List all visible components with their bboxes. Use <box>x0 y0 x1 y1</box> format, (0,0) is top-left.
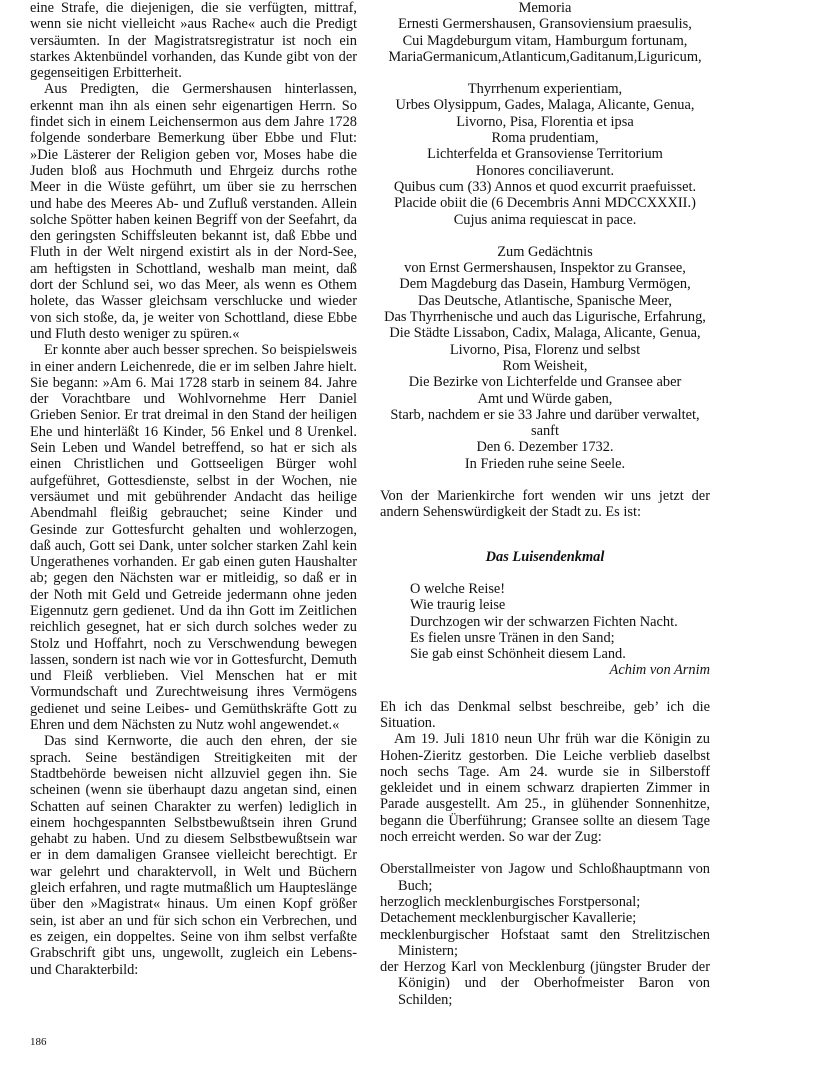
paragraph-situation: Eh ich das Denkmal selbst beschreibe, geb’ ich die Situation. <box>380 698 710 731</box>
german-epitaph <box>380 244 710 472</box>
german-line: Zum Gedächtnis <box>497 243 593 260</box>
latin-line: Urbes Olysippum, Gades, Malaga, Alicante, Genua, <box>395 97 695 114</box>
poem-line: Es fielen unsre Tränen in den Sand; <box>410 629 615 646</box>
page-number: 186 <box>30 1036 47 1048</box>
procession-item: mecklenburgischer Hofstaat samt den Strelitzischen Ministern; <box>380 926 710 959</box>
transition-paragraph: Von der Marienkirche fort wenden wir uns jetzt der andern Sehenswürdigkeit der Stadt zu. Es ist: <box>380 488 710 521</box>
latin-line: Livorno, Pisa, Florentia et ipsa <box>456 113 634 130</box>
latin-line: Quibus cum (33) Annos et quod excurrit praefuisset. <box>393 178 697 195</box>
left-column <box>30 0 357 978</box>
latin-line: Roma prudentiam, <box>491 130 599 147</box>
german-line: Das Thyrrhenische und auch das Ligurische, Erfahrung, <box>384 309 706 326</box>
paragraph-koenigin: Am 19. Juli 1810 neun Uhr früh war die Königin zu Hohen-Zieritz gestorben. Die Leiche verblieb daselbst noch sechs Tage. Am 24. wurde sie in Silberstoff gekleidet und in einem schwarz drapierten Zimmer in Parade ausgestellt. Am 25., in glühender Sonnenhitze, begann die Überführung; Gransee sollte an diesem Tage noch erreicht werden. So war der Zug: <box>380 731 710 846</box>
latin-line: Memoria <box>518 0 572 16</box>
german-line: Das Deutsche, Atlantische, Spanische Meer, <box>418 292 672 309</box>
paragraph-leichenrede: Er konnte aber auch besser sprechen. So beispielsweis in einer andern Leichenrede, die er im selben Jahre hielt. Sie begann: »Am 6. Mai 1728 starb in seinem 84. Jahre der Vorachtbare und Wohlvornehme Herr Daniel Grieben Senior. Er trat dreimal in den Stand der heiligen Ehe und hinterläßt 16 Kinder, 56 Enkel und 8 Urenkel. Sein Leben und Wandel betreffend, so hat er sich als einen Christlichen und Gottseeligen Bürger wohl aufgeführet, Gottesdienste, selbst in der Wochen, nie versäumet und mit gebührender Andacht das heilige Abendmahl fleißig gebrauchet; seine Kinder und Gesinde zur Gottesfurcht gehalten und wohlerzogen, daß auch, Gott sei Dank, unter solcher starken Zahl kein Ungerathenes vorhanden. Er gab einen guten Haushalter ab; gegen den Nächsten war er mitleidig, so daß er in der Noth mit Geld und Getreide jedermann ohne jeden Eigennutz gern gedienet. Und da ihn Gott im Zeitlichen reichlich gesegnet, hat er sich durch solches weder zu Stolz und Hoffahrt, noch zu Verschwendung bewegen lassen, sondern ist nach wie vor in Gottesfurcht, Demuth und Fleiß verblieben. Viel Menschen hat er mit Vormundschaft und Zurechtweisung ihres Vermögens gedienet und seine Leibes- und Gemüthskräfte Gott zu Ehren und dem Nächsten zu Nutz wohl angewendet.« <box>30 342 357 734</box>
poem-line: Sie gab einst Schönheit diesem Land. <box>410 646 626 663</box>
latin-line: Cui Magdeburgum vitam, Hamburgum fortunam, <box>402 32 688 49</box>
latin-line: Lichterfelda et Gransoviense Territorium <box>427 146 663 163</box>
procession-item: Oberstallmeister von Jagow und Schloßhauptmann von Buch; <box>380 861 710 894</box>
poem <box>410 581 710 679</box>
paragraph-predigten: Aus Predigten, die Germershausen hinterlassen, erkennt man ihn als einen sehr eigenartigen Herrn. So findet sich in einem Leichensermon aus dem Jahre 1728 folgende sonderbare Bemerkung über Ebbe und Flut: »Die Lästerer der Religion geben vor, Moses habe die Juden bloß aus Hochmuth und Ehrgeiz durchs rothe Meer in die Wüste geführt, um über sie zu herrschen und habe des Meeres Ab- und Zufluß verstanden. Allein solche Spötter haben keinen Begriff von der Seefahrt, da den geringsten Schiffsleuten bekannt ist, daß Ebbe und Fluth in der Welt nirgend existirt als in der Nord-See, am heftigsten in Schottland, weshalb man meint, daß dort der Schlund sei, wo das Meer, als wenn es Othem holete, das Wasser gleichsam verschlucke und wieder von sich stoße, da, je weiter von Schottland, diese Ebbe und Fluth desto weniger zu spüren.« <box>30 81 357 342</box>
german-line: von Ernst Germershausen, Inspektor zu Gransee, <box>404 260 686 277</box>
procession-item: herzoglich mecklenburgisches Forstpersonal; <box>380 893 641 910</box>
german-line: In Frieden ruhe seine Seele. <box>464 455 626 472</box>
latin-line: MariaGermanicum,Atlanticum,Gaditanum,Liguricum, <box>388 48 702 65</box>
paragraph-strafe: eine Strafe, die diejenigen, die sie verfügten, mittraf, wenn sie nicht vielleicht »aus Rache« auch die Predigt versäumten. In der Magistratsregistratur ist noch ein starkes Aktenbündel vorhanden, das Kunde gibt von der gegenseitigen Erbitterheit. <box>30 0 357 82</box>
poem-line: Wie traurig leise <box>410 597 506 614</box>
latin-line: Thyrrhenum experientiam, <box>467 81 623 98</box>
german-line: Rom Weisheit, <box>502 357 588 374</box>
german-line: Dem Magdeburg das Dasein, Hamburg Vermögen, <box>399 276 691 293</box>
latin-line: Honores conciliaverunt. <box>475 162 615 179</box>
latin-epitaph <box>380 0 710 228</box>
procession-list <box>380 861 710 1008</box>
procession-item: Detachement mecklenburgischer Kavallerie; <box>380 910 637 927</box>
latin-line: Ernesti Germershausen, Gransoviensium praesulis, <box>398 16 692 33</box>
poem-line: Durchzogen wir der schwarzen Fichten Nacht. <box>410 613 678 630</box>
latin-line: Cujus anima requiescat in pace. <box>453 211 637 228</box>
right-column <box>380 0 710 1008</box>
german-line: sanft <box>531 423 559 440</box>
german-line: Die Bezirke von Lichterfelde und Gransee aber <box>408 374 682 391</box>
paragraph-kernworte: Das sind Kernworte, die auch den ehren, der sie sprach. Seine beständigen Streitigkeiten mit der Stadtbehörde beweisen nicht allzuviel gegen ihn. Sie scheinen (wenn sie überhaupt dazu angetan sind, einen Schatten auf seinen Charakter zu werfen) lediglich in einem hochgespannten Selbstbewußtsein ihren Grund gehabt zu haben. Und zu diesem Selbstbewußtsein war er in dem damaligen Gransee vielleicht berechtigt. Er war gelehrt und charaktervoll, in Welt und Büchern gleich erfahren, und ragte mutmaßlich um Haupteslänge über den »Magistrat« hinaus. Um einen Kopf größer sein, ist aber an und für sich schon ein Verbrechen, und es zeigen, ein doppeltes. Seine von ihm selbst verfaßte Grabschrift gibt uns, ungewollt, zugleich ein Lebens- und Charakterbild: <box>30 733 357 978</box>
german-line: Livorno, Pisa, Florenz und selbst <box>449 341 641 358</box>
poem-line: O welche Reise! <box>410 580 506 597</box>
german-line: Starb, nachdem er sie 33 Jahre und darüber verwaltet, <box>390 406 700 423</box>
poem-author: Achim von Arnim <box>609 662 710 679</box>
german-line: Amt und Würde gaben, <box>477 390 613 407</box>
german-line: Den 6. Dezember 1732. <box>476 439 614 456</box>
german-line: Die Städte Lissabon, Cadix, Malaga, Alicante, Genua, <box>389 325 701 342</box>
section-heading: Das Luisendenkmal <box>485 548 605 565</box>
latin-line: Placide obiit die (6 Decembris Anni MDCCXXXII.) <box>394 195 696 212</box>
procession-item: der Herzog Karl von Mecklenburg (jüngster Bruder der Königin) und der Oberhofmeister Baron von Schilden; <box>380 959 710 1008</box>
